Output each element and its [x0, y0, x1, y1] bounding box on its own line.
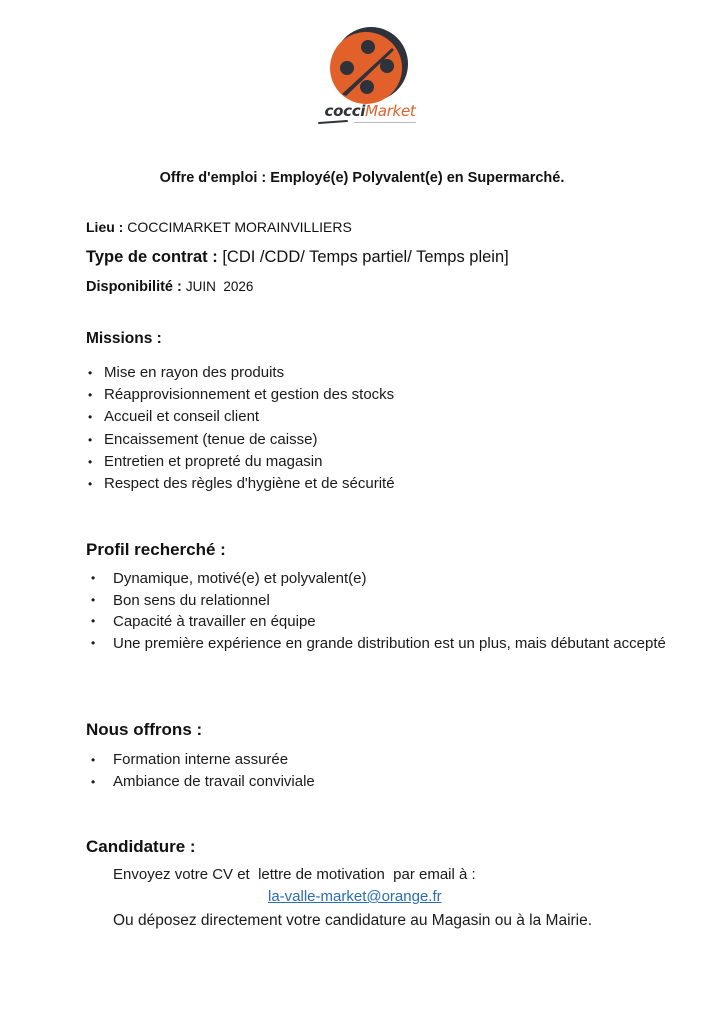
profil-list: [91, 568, 666, 654]
section-title-offrons: Nous offrons :: [86, 720, 203, 739]
list-item: • Dynamique, motivé(e) et polyvalent(e): [113, 568, 653, 590]
list-item: • Bon sens du relationnel: [113, 590, 653, 612]
list-item: • Ambiance de travail conviviale: [113, 771, 315, 793]
section-title-missions: Missions :: [86, 330, 162, 347]
bullet-icon: •: [91, 592, 96, 607]
field-value: [CDI /CDD/ Temps partiel/ Temps plein]: [222, 248, 509, 266]
list-item: • Entretien et propreté du magasin: [104, 451, 395, 473]
field-label: Type de contrat :: [86, 248, 218, 266]
ladybug-percent-icon: [328, 26, 408, 106]
brand-tagline: [354, 122, 416, 123]
candidature-alternative: Ou déposez directement votre candidature au Magasin ou à la Mairie.: [113, 912, 593, 929]
field-value: JUIN 2026: [185, 279, 254, 294]
bullet-icon: •: [91, 571, 96, 585]
brand-wordmark: [310, 102, 430, 120]
page-title: Offre d'emploi : Employé(e) Polyvalent(e) en Supermarché.: [159, 170, 565, 186]
field-disponibilite: [86, 279, 253, 295]
field-lieu: [86, 219, 352, 235]
bullet-icon: •: [88, 410, 93, 425]
email-link[interactable]: la-valle-market@orange.fr: [268, 888, 442, 905]
bullet-icon: •: [88, 388, 93, 403]
bullet-icon: •: [91, 635, 96, 650]
brand-part-market: Market: [365, 102, 416, 120]
list-item: • Une première expérience en grande distribution est un plus, mais débutant accepté: [113, 633, 653, 655]
field-label: Lieu :: [86, 219, 124, 235]
bullet-icon: •: [91, 753, 96, 767]
section-title-candidature: Candidature :: [86, 837, 196, 856]
offrons-list: [91, 749, 315, 793]
bullet-icon: •: [88, 366, 93, 380]
list-item: • Capacité à travailler en équipe: [113, 611, 653, 633]
list-item: • Encaissement (tenue de caisse): [104, 429, 395, 451]
list-item: • Respect des règles d'hygiène et de sécurité: [104, 473, 395, 495]
missions-list: [88, 362, 395, 495]
list-item: • Formation interne assurée: [113, 749, 315, 771]
bullet-icon: •: [88, 454, 93, 469]
list-item: • Réapprovisionnement et gestion des stocks: [104, 384, 395, 406]
bullet-icon: •: [91, 614, 96, 628]
section-title-profil: Profil recherché :: [86, 540, 226, 559]
list-item: • Accueil et conseil client: [104, 406, 395, 428]
bullet-icon: •: [88, 432, 93, 447]
list-item: • Mise en rayon des produits: [104, 362, 395, 384]
bullet-icon: •: [88, 476, 93, 491]
field-label: Disponibilité :: [86, 279, 182, 295]
field-value: COCCIMARKET MORAINVILLIERS: [127, 219, 352, 235]
brand-swoosh: [318, 120, 348, 124]
candidature-instructions: Envoyez votre CV et lettre de motivation par email à :: [113, 866, 476, 883]
field-type-contrat: [86, 248, 509, 267]
cocci-market-logo: [318, 24, 418, 130]
brand-part-cocci: cocci: [324, 102, 366, 120]
bullet-icon: •: [91, 775, 96, 789]
